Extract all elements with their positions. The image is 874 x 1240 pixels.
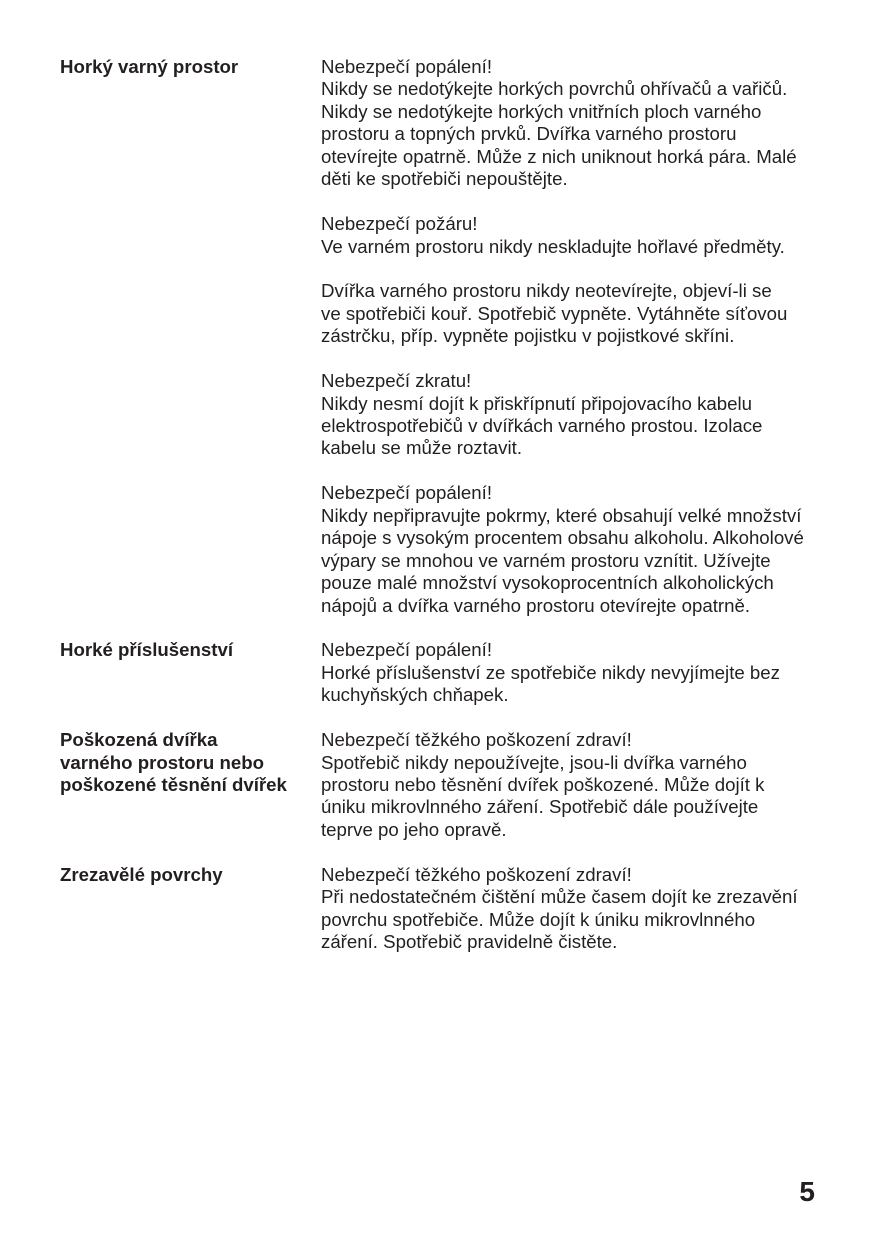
text-line: Nikdy nesmí dojít k přiskřípnutí připojovacího kabelu [321, 392, 753, 414]
paragraph [321, 864, 820, 954]
paragraph [321, 729, 820, 841]
text-line: Ve varném prostoru nikdy neskladujte hořlavé předměty. [321, 235, 785, 257]
safety-instructions [60, 56, 820, 954]
text-line: záření. Spotřebič pravidelně čistěte. [321, 931, 618, 953]
warning-title: Nebezpečí těžkého poškození zdraví! [321, 729, 632, 751]
paragraph [321, 639, 820, 706]
section-body [321, 56, 820, 617]
text-line: úniku mikrovlnného záření. Spotřebič dále používejte [321, 796, 759, 818]
text-line: Spotřebič nikdy nepoužívejte, jsou-li dvířka varného [321, 751, 747, 773]
heading-line: poškozené těsnění dvířek [60, 774, 287, 795]
text-line: Dvířka varného prostoru nikdy neotevírejte, objeví-li se [321, 280, 772, 302]
section-body [321, 864, 820, 954]
heading-line: Horký varný prostor [60, 56, 239, 77]
text-line: zástrčku, příp. vypněte pojistku v pojistkové skříni. [321, 325, 735, 347]
section-hot-accessories [60, 639, 820, 706]
warning-title: Nebezpečí požáru! [321, 213, 478, 235]
text-line: kabelu se může roztavit. [321, 437, 522, 459]
section-damaged-door [60, 729, 820, 841]
text-line: nápojů a dvířka varného prostoru otevírejte opatrně. [321, 594, 750, 616]
text-line: Při nedostatečném čištění může časem dojít ke zrezavění [321, 886, 798, 908]
paragraph [321, 280, 820, 347]
warning-title: Nebezpečí popálení! [321, 639, 492, 661]
text-line: ve spotřebiči kouř. Spotřebič vypněte. Vytáhněte síťovou [321, 302, 788, 324]
text-line: děti ke spotřebiči nepouštějte. [321, 168, 568, 190]
section-heading [60, 864, 321, 954]
heading-line: Horké příslušenství [60, 639, 234, 661]
text-line: Nikdy nepřipravujte pokrmy, které obsahují velké množství [321, 504, 802, 526]
text-line: prostoru nebo těsnění dvířek poškozené. Může dojít k [321, 774, 765, 795]
text-line: pouze malé množství vysokoprocentních alkoholických [321, 572, 774, 594]
warning-title: Nebezpečí těžkého poškození zdraví! [321, 863, 632, 885]
section-body [321, 729, 820, 841]
text-line: výpary se mnohou ve varném prostoru vznítit. Užívejte [321, 549, 771, 571]
text-line: teprve po jeho opravě. [321, 818, 507, 840]
paragraph [321, 370, 820, 460]
paragraph [321, 56, 820, 191]
section-heading [60, 729, 321, 841]
warning-title: Nebezpečí popálení! [321, 56, 492, 77]
section-body [321, 639, 820, 706]
text-line: nápoje s vysokým procentem obsahu alkoholu. Alkoholové [321, 527, 804, 549]
paragraph [321, 482, 820, 617]
section-heading [60, 56, 321, 617]
text-line: Horké příslušenství ze spotřebiče nikdy nevyjímejte bez [321, 661, 780, 683]
text-line: povrchu spotřebiče. Může dojít k úniku mikrovlnného [321, 908, 756, 930]
paragraph [321, 213, 820, 258]
section-heading [60, 639, 321, 706]
text-line: elektrospotřebičů v dvířkách varného prostou. Izolace [321, 415, 763, 436]
text-line: Nikdy se nedotýkejte horkých vnitřních ploch varného [321, 100, 762, 122]
text-line: kuchyňských chňapek. [321, 684, 509, 706]
heading-line: Zrezavělé povrchy [60, 863, 223, 885]
heading-line: Poškozená dvířka [60, 729, 218, 751]
text-line: prostoru a topných prvků. Dvířka varného prostoru [321, 123, 737, 145]
section-rusted-surfaces [60, 864, 820, 954]
text-line: otevírejte opatrně. Může z nich uniknout horká pára. Malé [321, 145, 797, 167]
text-line: Nikdy se nedotýkejte horkých povrchů ohřívačů a vařičů. [321, 78, 788, 100]
warning-title: Nebezpečí popálení! [321, 482, 492, 504]
section-hot-cooking-chamber [60, 56, 820, 617]
warning-title: Nebezpečí zkratu! [321, 370, 472, 392]
page-number: 5 [799, 1176, 815, 1207]
heading-line: varného prostoru nebo [60, 751, 265, 773]
